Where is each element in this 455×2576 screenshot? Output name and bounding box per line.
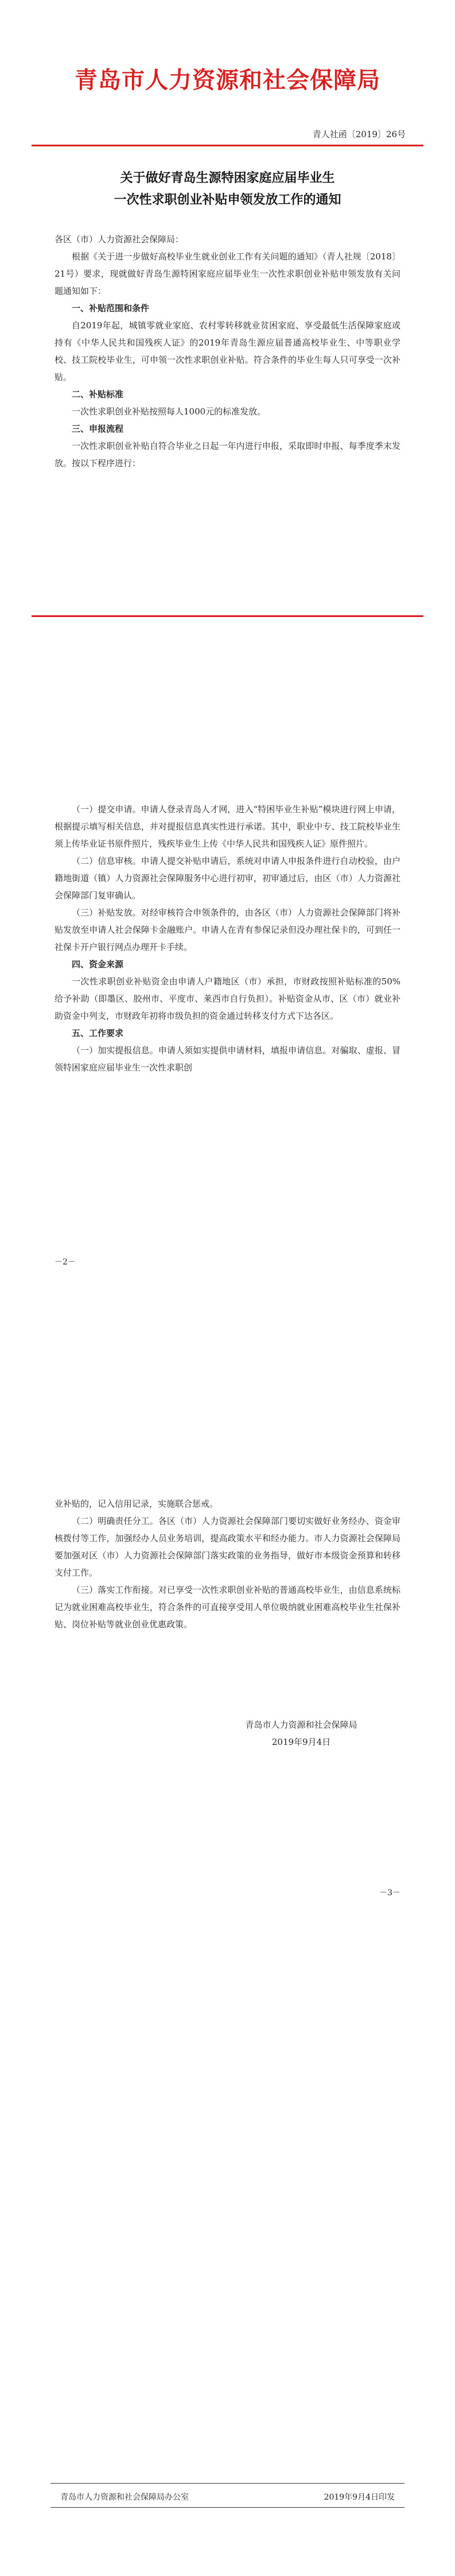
header-red-rule	[32, 145, 423, 146]
section-3-heading: 三、申报流程	[72, 424, 124, 434]
requirement-1-continued: 业补贴的，记入信用记录，实施联合惩戒。	[55, 1499, 219, 1509]
page-number-3: －3－	[379, 1888, 400, 1898]
page-number-2: －2－	[55, 1258, 76, 1267]
section-4-heading: 四、资金来源	[72, 959, 124, 969]
footer-issuer: 青岛市人力资源和社会保障局办公室	[60, 2493, 189, 2502]
footer-bottom-rule	[50, 2507, 405, 2508]
signature-org: 青岛市人力资源和社会保障局	[245, 1720, 357, 1730]
step-1-submit: （一）提交申请。申请人登录青岛人才网，进入“特困毕业生补贴”模块进行网上申请，根据提示填写相关信息，并对提报信息真实性进行承诺。其中，职业中专、技工院校毕业生须上传毕业证书原件照片，残疾毕业生上传《中华人民共和国残疾人证》原件照片。	[55, 804, 400, 849]
requirement-1: （一）加实提报信息。申请人须如实提供申请材料，填报申请信息。对骗取、虚报、冒领特困家庭应届毕业生一次性求职创	[55, 1045, 400, 1073]
section-4-body: 一次性求职创业补贴资金由申请人户籍地区（市）承担，市财政按照补贴标准的50%给予补助（即墨区、胶州市、平度市、莱西市自行负担）。补贴资金从市、区（市）就业补助资金中列支，市财政年初将市级负担的资金通过转移支付方式下达各区。	[55, 976, 400, 1021]
requirement-3: （三）落实工作衔接。对已享受一次性求职创业补贴的普通高校毕业生，由信息系统标记为就业困难高校毕业生，符合条件的可直接享受用人单位吸纳就业困难高校毕业生社保补贴、岗位补贴等就业创业优惠政策。	[55, 1585, 400, 1630]
page1-bottom-red-rule	[32, 615, 423, 617]
section-2-body: 一次性求职创业补贴按照每人1000元的标准发放。	[72, 406, 266, 417]
footer-top-rule	[50, 2483, 405, 2484]
step-3-payment: （三）补贴发放。对经审核符合申领条件的，由各区（市）人力资源社会保障部门将补贴发放至申请人社会保障卡金融账户。申请人在青有参保记录但没办理社保卡的，可到任一社保卡开户银行网点办理开卡手续。	[55, 907, 400, 952]
section-1-heading: 一、补贴范围和条件	[72, 303, 150, 313]
addressee: 各区（市）人力资源社会保障局：	[55, 234, 184, 245]
step-2-review: （二）信息审核。申请人提交补贴申请后，系统对申请人申报条件进行自动校验，由户籍地街道（镇）人力资源社会保障服务中心进行初审，初审通过后，由区（市）人力资源社会保障部门复审确认。	[55, 856, 400, 901]
page2-body	[55, 801, 400, 1076]
title-line-2: 一次性求职创业补贴申领发放工作的通知	[114, 193, 341, 207]
document-title	[55, 168, 400, 211]
signature-date: 2019年9月4日	[271, 1737, 331, 1747]
requirement-2: （二）明确责任分工。各区（市）人力资源社会保障部门要切实做好业务经办、资金审核拨付等工作，加强经办人员业务培训，提高政策水平和经办能力。市人力资源社会保障局要加强对区（市）人力资源社会保障部门落实政策的业务指导，做好市本级资金预算和转移支付工作。	[55, 1516, 400, 1578]
section-1-body: 自2019年起，城镇零就业家庭、农村零转移就业贫困家庭、享受最低生活保障家庭或持有《中华人民共和国残疾人证》的2019年青岛生源应届普通高校毕业生、中等职业学校、技工院校毕业生，可申领一次性求职创业补贴。符合条件的毕业生每人只可享受一次补贴。	[55, 320, 400, 382]
document-number: 青人社函〔2019〕26号	[312, 129, 406, 139]
title-line-1: 关于做好青岛生源特困家庭应届毕业生	[120, 171, 335, 185]
issuer-title: 青岛市人力资源和社会保障局	[75, 67, 380, 94]
page3-body	[55, 1495, 400, 1633]
page1-body	[55, 231, 400, 472]
section-5-heading: 五、工作要求	[72, 1028, 124, 1038]
footer-issue-date: 2019年9月4日印发	[324, 2493, 395, 2502]
section-3-body: 一次性求职创业补贴自符合毕业之日起一年内进行申报，采取即时申报、每季度季末发放。按以下程序进行：	[55, 441, 400, 468]
signature-block	[227, 1716, 376, 1751]
section-2-heading: 二、补贴标准	[72, 389, 124, 399]
intro-paragraph: 根据《关于进一步做好高校毕业生就业创业工作有关问题的通知》（青人社规〔2018〕21号）要求，现就做好青岛生源特困家庭应届毕业生一次性求职创业补贴申领发放有关问题通知如下：	[55, 251, 400, 296]
